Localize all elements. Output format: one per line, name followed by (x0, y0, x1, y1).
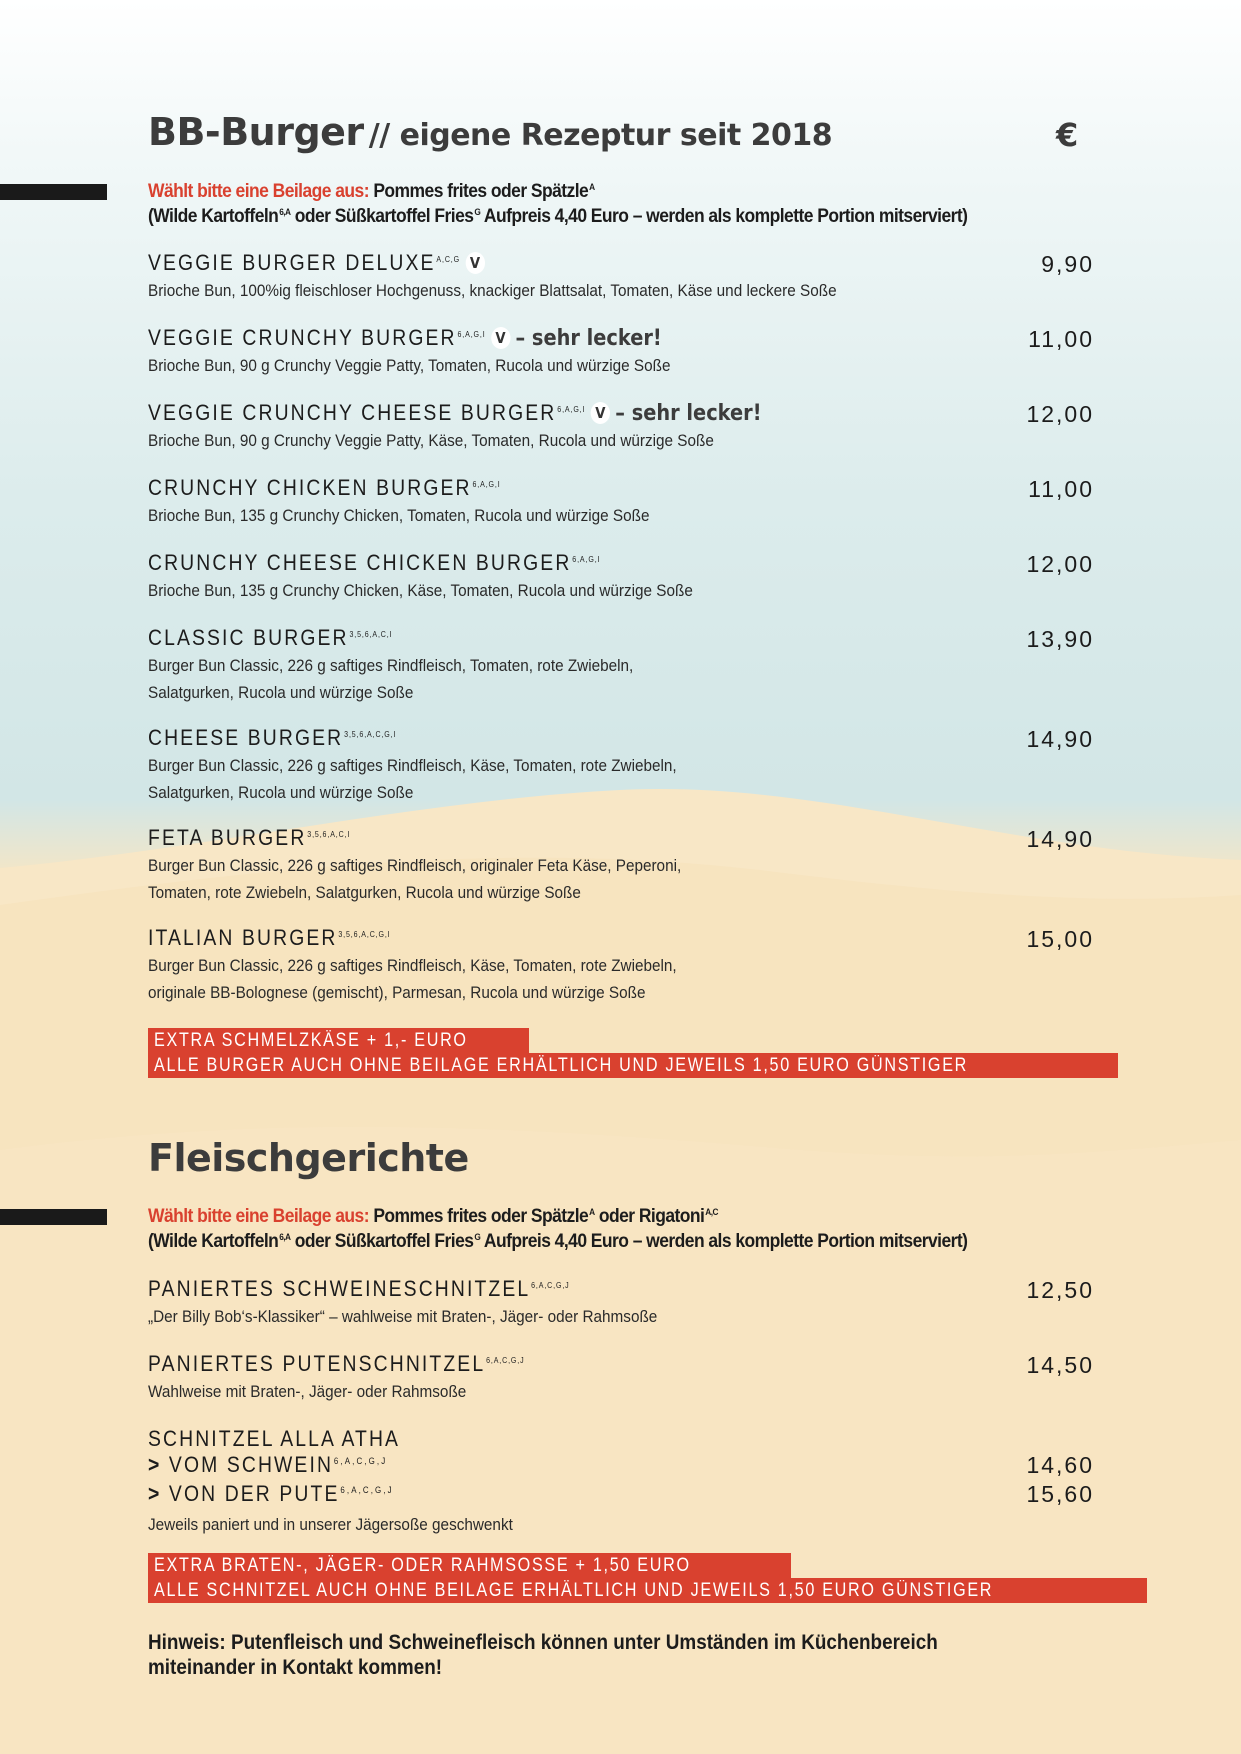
item-tagline: – sehr lecker! (615, 401, 762, 426)
item-tagline: – sehr lecker! (515, 326, 662, 351)
allergen-code: G (474, 206, 481, 217)
notice-text: ALLE SCHNITZEL AUCH OHNE BEILAGE ERHÄLTLICH UND JEWEILS 1,50 EURO GÜNSTIGER (154, 1580, 994, 1601)
item-price: 15,60 (1026, 1481, 1094, 1507)
section-marker-fleisch (0, 1209, 107, 1225)
notice-text: ALLE BURGER AUCH OHNE BEILAGE ERHÄLTLICH UND JEWEILS 1,50 EURO GÜNSTIGER (154, 1055, 969, 1076)
side-options: Pommes frites oder Spätzle (373, 181, 589, 202)
extra-side-text: Aufpreis 4,40 Euro – werden als komplette Portion mitserviert) (480, 206, 968, 227)
burger-section-title (148, 110, 832, 154)
burger-side-info (148, 179, 1077, 229)
extra-side-text: oder Süßkartoffel Fries (290, 206, 474, 227)
item-name-text: ITALIAN BURGER (148, 925, 338, 950)
notice-line (148, 1553, 791, 1578)
side-prompt: Wählt bitte eine Beilage aus: (148, 181, 370, 202)
item-description: Brioche Bun, 100%ig fleischloser Hochgenuss, knackiger Blattsalat, Tomaten, Käse und leckere Soße (148, 281, 837, 300)
fleisch-notice-box (148, 1553, 1147, 1603)
item-description: Salatgurken, Rucola und würzige Soße (148, 783, 414, 802)
fleisch-title: Fleischgerichte (148, 1136, 469, 1180)
burger-title: BB-Burger (148, 110, 364, 154)
item-name: SCHNITZEL ALLA ATHA (148, 1426, 401, 1451)
item-description: Salatgurken, Rucola und würzige Soße (148, 683, 414, 702)
notice-text: EXTRA BRATEN-, JÄGER- ODER RAHMSOSSE + 1,50 EURO (154, 1555, 691, 1576)
item-description: Burger Bun Classic, 226 g saftiges Rindfleisch, Käse, Tomaten, rote Zwiebeln, (148, 756, 677, 775)
arrow-icon: > (148, 1481, 162, 1506)
item-description: Brioche Bun, 135 g Crunchy Chicken, Käse, Tomaten, Rucola und würzige Soße (148, 581, 693, 600)
fleisch-side-info (148, 1204, 1077, 1254)
item-description: Burger Bun Classic, 226 g saftiges Rindfleisch, Tomaten, rote Zwiebeln, (148, 656, 634, 675)
notice-line (148, 1578, 1147, 1603)
allergen-code: 6,A,C,G,J (340, 1484, 394, 1495)
allergen-code: 3,5,6,A,C,G,I (338, 929, 391, 939)
item-description: Burger Bun Classic, 226 g saftiges Rindfleisch, originaler Feta Käse, Peperoni, (148, 856, 682, 875)
item-price: 14,90 (1026, 826, 1094, 852)
allergen-code: 6,A,C,G,J (531, 1280, 570, 1290)
allergen-code: 6,A (279, 1231, 291, 1242)
sub-option-label: VOM SCHWEIN (168, 1452, 334, 1477)
item-name-text: CRUNCHY CHICKEN BURGER (148, 475, 472, 500)
item-description: Brioche Bun, 90 g Crunchy Veggie Patty, Käse, Tomaten, Rucola und würzige Soße (148, 431, 714, 450)
item-price: 11,00 (1028, 326, 1094, 352)
notice-line (148, 1053, 1118, 1078)
arrow-icon: > (148, 1452, 162, 1477)
allergen-code: 3,5,6,A,C,I (349, 629, 393, 639)
notice-line (148, 1028, 529, 1053)
burger-subtitle: // eigene Rezeptur seit 2018 (368, 118, 833, 153)
item-name-text: PANIERTES SCHWEINESCHNITZEL (148, 1276, 531, 1301)
item-price: 12,50 (1026, 1277, 1094, 1303)
item-description: originale BB-Bolognese (gemischt), Parmesan, Rucola und würzige Soße (148, 983, 646, 1002)
allergen-code: 6,A,G,I (457, 329, 486, 339)
extra-side-text: oder Süßkartoffel Fries (290, 1231, 474, 1252)
extra-side-text: (Wilde Kartoffeln (148, 1231, 279, 1252)
hinweis-line: Hinweis: Putenfleisch und Schweinefleisch können unter Umständen im Küchenbereich (148, 1631, 938, 1654)
item-price: 14,90 (1026, 726, 1094, 752)
item-name-text: PANIERTES PUTENSCHNITZEL (148, 1351, 486, 1376)
item-name-text: CHEESE BURGER (148, 725, 344, 750)
item-name-text: VEGGIE BURGER DELUXE (148, 250, 436, 275)
section-marker-burger (0, 184, 107, 200)
item-description: Brioche Bun, 135 g Crunchy Chicken, Tomaten, Rucola und würzige Soße (148, 506, 650, 525)
item-price: 11,00 (1028, 476, 1094, 502)
extra-side-text: (Wilde Kartoffeln (148, 206, 279, 227)
side-options: Pommes frites oder Spätzle (373, 1206, 589, 1227)
allergen-code: 6,A,C,G,J (333, 1455, 388, 1466)
vegetarian-icon: V (465, 252, 484, 274)
sub-option-label: VON DER PUTE (168, 1481, 340, 1506)
item-price: 15,00 (1026, 926, 1094, 952)
allergen-code: 6,A,C,G,J (486, 1355, 525, 1365)
item-name-text: CRUNCHY CHEESE CHICKEN BURGER (148, 550, 572, 575)
allergen-code: A,C (705, 1206, 718, 1217)
item-description: Tomaten, rote Zwiebeln, Salatgurken, Rucola und würzige Soße (148, 883, 581, 902)
item-price: 14,60 (1026, 1452, 1094, 1478)
allergen-code: 6,A,G,I (472, 479, 501, 489)
vegetarian-icon: V (591, 402, 610, 424)
allergen-code: 3,5,6,A,C,I (307, 829, 351, 839)
item-name-text: CLASSIC BURGER (148, 625, 349, 650)
allergen-code: A,C,G (436, 254, 460, 264)
allergy-hinweis (148, 1630, 958, 1680)
item-description: „Der Billy Bob‘s-Klassiker“ – wahlweise mit Braten-, Jäger- oder Rahmsoße (148, 1307, 658, 1326)
fleisch-section-title (148, 1136, 469, 1180)
item-description: Brioche Bun, 90 g Crunchy Veggie Patty, Tomaten, Rucola und würzige Soße (148, 356, 671, 375)
hinweis-line: miteinander in Kontakt kommen! (148, 1656, 443, 1679)
item-description: Burger Bun Classic, 226 g saftiges Rindfleisch, Käse, Tomaten, rote Zwiebeln, (148, 956, 677, 975)
item-price: 9,90 (1041, 251, 1094, 277)
item-price: 14,50 (1026, 1352, 1094, 1378)
item-description: Jeweils paniert und in unserer Jägersoße geschwenkt (148, 1515, 513, 1534)
item-price: 13,90 (1026, 626, 1094, 652)
allergen-code: G (474, 1231, 481, 1242)
burger-notice-box (148, 1028, 1118, 1078)
extra-side-text: Aufpreis 4,40 Euro – werden als komplette Portion mitserviert) (480, 1231, 968, 1252)
allergen-code: A (589, 181, 595, 192)
item-name-text: VEGGIE CRUNCHY BURGER (148, 325, 457, 350)
notice-text: EXTRA SCHMELZKÄSE + 1,- EURO (154, 1030, 468, 1051)
side-options: oder Rigatoni (594, 1206, 705, 1227)
allergen-code: 3,5,6,A,C,G,I (344, 729, 397, 739)
allergen-code: 6,A,G,I (557, 404, 586, 414)
item-price: 12,00 (1026, 551, 1094, 577)
item-description: Wahlweise mit Braten-, Jäger- oder Rahmsoße (148, 1382, 467, 1401)
allergen-code: A (589, 1206, 595, 1217)
allergen-code: 6,A,G,I (572, 554, 601, 564)
item-price: 12,00 (1026, 401, 1094, 427)
vegetarian-icon: V (491, 327, 510, 349)
currency-header: € (1056, 116, 1079, 154)
side-prompt: Wählt bitte eine Beilage aus: (148, 1206, 370, 1227)
item-name-text: FETA BURGER (148, 825, 307, 850)
allergen-code: 6,A (279, 206, 291, 217)
item-name-text: VEGGIE CRUNCHY CHEESE BURGER (148, 400, 557, 425)
